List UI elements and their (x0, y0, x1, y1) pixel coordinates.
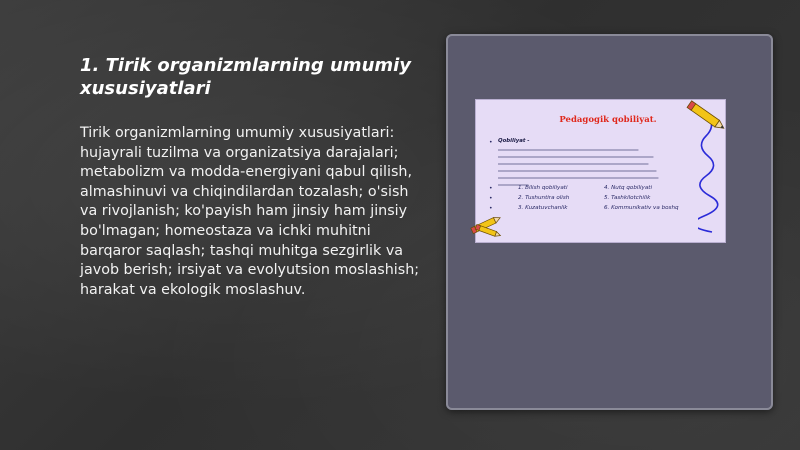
pencil-icon (474, 222, 504, 242)
list-item: 1. Bilish qobiliyati (518, 185, 568, 191)
embedded-slide-term: Qobiliyat - (498, 138, 530, 144)
body-paragraph: Tirik organizmlarning umumiy xususiyatlari: hujayrali tuzilma va organizatsiya darajalari; metabolizm va modda-energiyani qabul qilish, almashinuvi va chiqindilardan tozalash; o'sish va rivojlanish; ko'payish ham jinsiy ham jinsiy bo'lmagan; homeostaza va ichki muhitni barqaror saqlash; tashqi muhitga sezgirlik va javob berish; irsiyat va evolyutsion moslashish; harakat va ekologik moslashuv. (80, 125, 420, 298)
embedded-slide-title: Pedagogik qobiliyat. (559, 115, 657, 125)
list-item: 3. Kuzatuvchanlik (518, 205, 568, 211)
list-item: 2. Tushuntira olish (518, 195, 570, 201)
list-item: 5. Tashkilotchilik (604, 195, 651, 201)
pencil-icon (683, 97, 729, 137)
list-item: 4. Nutq qobiliyati (604, 185, 653, 191)
list-item: 6. Kommunikativ va boshq (604, 205, 679, 211)
slide-title: 1. Tirik organizmlarning umumiy xususiyatlari (80, 55, 412, 99)
blurred-text-lines (498, 146, 676, 188)
bullet-icon: • (489, 205, 493, 212)
embedded-slide-paragraph (498, 138, 676, 188)
bullet-icon: • (489, 185, 493, 192)
bullet-icon: • (489, 139, 493, 146)
bullet-icon: • (489, 195, 493, 202)
